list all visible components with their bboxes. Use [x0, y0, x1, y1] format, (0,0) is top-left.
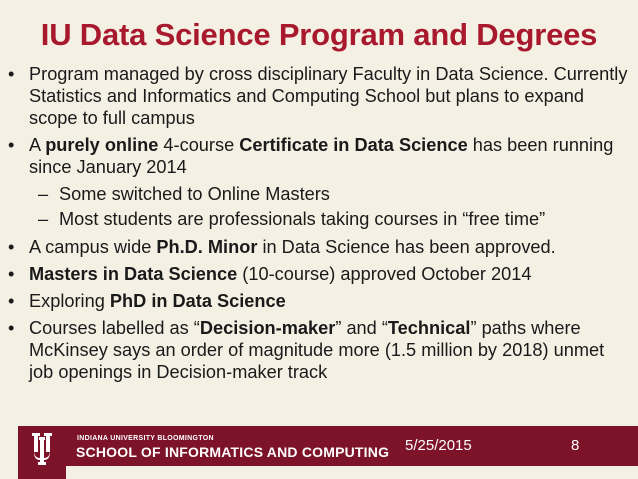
bullet-text: Exploring	[29, 291, 110, 311]
sub-bullet-item	[8, 183, 632, 205]
bullet-text: has been running since January 2014	[29, 135, 614, 177]
bold-text: purely online	[45, 135, 159, 155]
bullet-text: Courses labelled as “	[29, 318, 200, 338]
bullet-item	[8, 317, 632, 383]
bullet-marker: •	[8, 237, 15, 257]
iu-logo	[18, 426, 66, 479]
bullet-item	[8, 290, 632, 312]
page-number: 8	[571, 437, 580, 454]
bullet-list	[8, 63, 632, 388]
dash-marker: –	[38, 209, 49, 229]
bullet-marker: •	[8, 64, 15, 84]
bold-text: PhD in Data Science	[109, 291, 286, 311]
school-name: SCHOOL OF INFORMATICS AND COMPUTING	[76, 444, 390, 460]
bold-text: Decision-maker	[199, 318, 336, 338]
bold-text: Masters in Data Science	[29, 264, 238, 284]
bullet-item	[8, 236, 632, 258]
bullet-marker: •	[8, 318, 15, 338]
bullet-text: A	[29, 135, 46, 155]
footer	[0, 426, 638, 479]
bullet-text: 4-course	[158, 135, 240, 155]
bullet-text: (10-course) approved October 2014	[237, 264, 532, 284]
sub-bullet-item	[8, 208, 632, 230]
bullet-item	[8, 63, 632, 129]
sub-bullet-text: Most students are professionals taking courses in “free time”	[59, 209, 546, 229]
bullet-text: Program managed by cross disciplinary Faculty in Data Science. Currently Statistics and Informatics and Computing School but plans to expand scope to full campus	[29, 64, 628, 128]
bullet-text: A campus wide	[29, 237, 157, 257]
bullet-marker: •	[8, 135, 15, 155]
bullet-marker: •	[8, 291, 15, 311]
bullet-marker: •	[8, 264, 15, 284]
sub-bullet-text: Some switched to Online Masters	[59, 184, 330, 204]
dash-marker: –	[38, 184, 49, 204]
bold-text: Ph.D. Minor	[156, 237, 258, 257]
slide-title: IU Data Science Program and Degrees	[40, 17, 598, 52]
university-name: INDIANA UNIVERSITY BLOOMINGTON	[77, 435, 214, 442]
bold-text: Technical	[387, 318, 471, 338]
bullet-item	[8, 263, 632, 285]
bullet-text: ” paths where McKinsey says an order of magnitude more (1.5 million by 2018) unmet job openings in Decision-maker track	[29, 318, 605, 382]
bullet-item	[8, 134, 632, 178]
bullet-text: in Data Science has been approved.	[257, 237, 556, 257]
bullet-text: ” and “	[335, 318, 388, 338]
bold-text: Certificate in Data Science	[239, 135, 468, 155]
slide-date: 5/25/2015	[405, 437, 472, 454]
iu-trident-icon	[27, 433, 57, 473]
